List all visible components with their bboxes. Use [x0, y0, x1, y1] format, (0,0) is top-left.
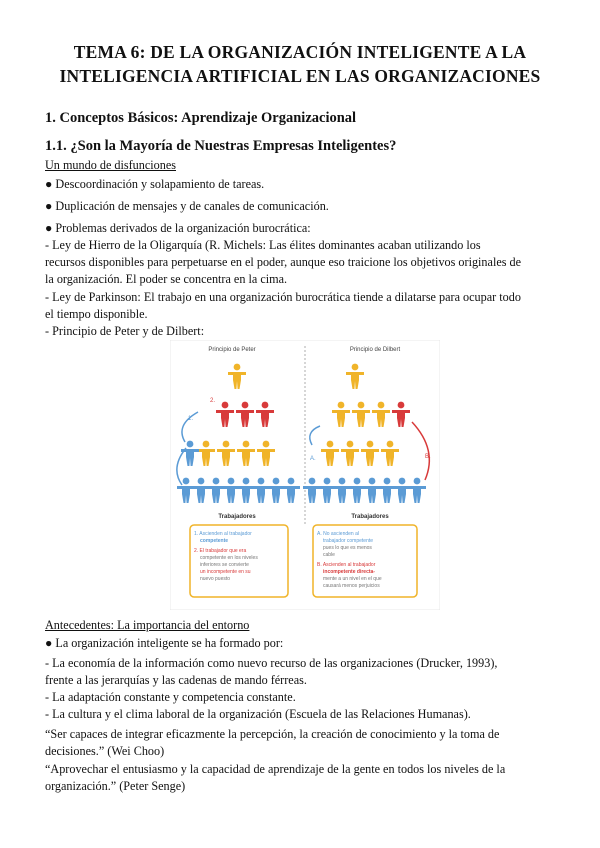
list-line: - La cultura y el clima laboral de la organización (Escuela de las Relaciones Humanas).	[45, 707, 471, 721]
page-title	[30, 40, 570, 88]
dilbert-note-a: A. No ascienden al	[317, 531, 359, 537]
bullet-item: ● Descoordinación y solapamiento de tareas.	[45, 177, 265, 191]
figure-label-2: 2.	[210, 398, 216, 404]
peter-dilbert-figure	[170, 340, 440, 610]
workers-label-peter: Trabajadores	[218, 514, 256, 520]
figure-label-1: 1.	[188, 416, 194, 422]
dilbert-note-bd: causará menos perjuicios	[323, 583, 380, 589]
subsection-heading: 1.1. ¿Son la Mayoría de Nuestras Empresas Inteligentes?	[45, 138, 397, 154]
figure-title-dilbert: Principio de Dilbert	[349, 347, 401, 353]
figure-label-b: B.	[425, 454, 431, 460]
title-line-2: INTELIGENCIA ARTIFICIAL EN LAS ORGANIZACIONES	[59, 66, 541, 86]
dilbert-note-ab: trabajador competente	[323, 538, 374, 544]
peter-note-2c: inferiores se convierte	[200, 562, 249, 568]
quote-line: organización.” (Peter Senge)	[45, 779, 186, 793]
dilbert-note-ac: pues lo que es menos	[323, 545, 372, 551]
peter-note-1: 1. Ascienden al trabajador	[194, 531, 252, 537]
peter-note-1b: competente	[200, 538, 229, 544]
list-line: recursos disponibles para perpetuarse en el poder, aunque eso traicione los objetivos originales de	[45, 255, 522, 269]
section-heading: 1. Conceptos Básicos: Aprendizaje Organizacional	[45, 110, 357, 126]
subheading-antecedentes: Antecedentes: La importancia del entorno	[45, 618, 250, 632]
list-line: el tiempo disponible.	[45, 307, 148, 321]
subheading-disfunciones: Un mundo de disfunciones	[45, 158, 176, 172]
bullet-item: ● Problemas derivados de la organización burocrática:	[45, 221, 311, 235]
title-line-1: TEMA 6: DE LA ORGANIZACIÓN INTELIGENTE A LA	[73, 42, 527, 62]
quote-line: “Aprovechar el entusiasmo y la capacidad de aprendizaje de la gente en todos los niveles de la	[45, 762, 506, 776]
workers-label-dilbert: Trabajadores	[351, 514, 389, 520]
dilbert-note-bc: mente a un nivel en el que	[323, 576, 382, 582]
figure-label-a: A.	[310, 456, 316, 462]
bullet-item: ● La organización inteligente se ha formado por:	[45, 636, 284, 650]
dilbert-note-ad: cable	[323, 552, 335, 558]
peter-note-2b: competente en los niveles	[200, 555, 258, 561]
quote-line: “Ser capaces de integrar eficazmente la percepción, la creación de conocimiento y la toma de	[45, 727, 500, 741]
peter-note-2e: nuevo puesto	[200, 576, 231, 582]
bullet-item: ● Duplicación de mensajes y de canales de comunicación.	[45, 199, 329, 213]
dilbert-note-bb: incompetente directa-	[323, 569, 375, 575]
list-line: la organización. El poder se concentra en la cima.	[45, 272, 288, 286]
list-line: frente a las jerarquías y las cadenas de mando férreas.	[45, 673, 307, 687]
list-line: - Principio de Peter y de Dilbert:	[45, 324, 205, 338]
peter-note-2: 2. El trabajador que era	[194, 548, 247, 554]
figure-title-peter: Principio de Peter	[208, 347, 256, 353]
list-line: - La economía de la información como nuevo recurso de las organizaciones (Drucker, 1993),	[45, 656, 498, 670]
dilbert-note-b: B. Ascienden al trabajador	[317, 562, 376, 568]
list-line: - Ley de Hierro de la Oligarquía (R. Michels: Las élites dominantes acaban utilizando los	[45, 238, 481, 252]
list-line: - La adaptación constante y competencia constante.	[45, 690, 296, 704]
peter-note-2d: un incompetente en su	[200, 569, 251, 575]
list-line: - Ley de Parkinson: El trabajo en una organización burocrática tiende a dilatarse para ocupar todo	[45, 290, 521, 304]
quote-line: decisiones.” (Wei Choo)	[45, 744, 165, 758]
